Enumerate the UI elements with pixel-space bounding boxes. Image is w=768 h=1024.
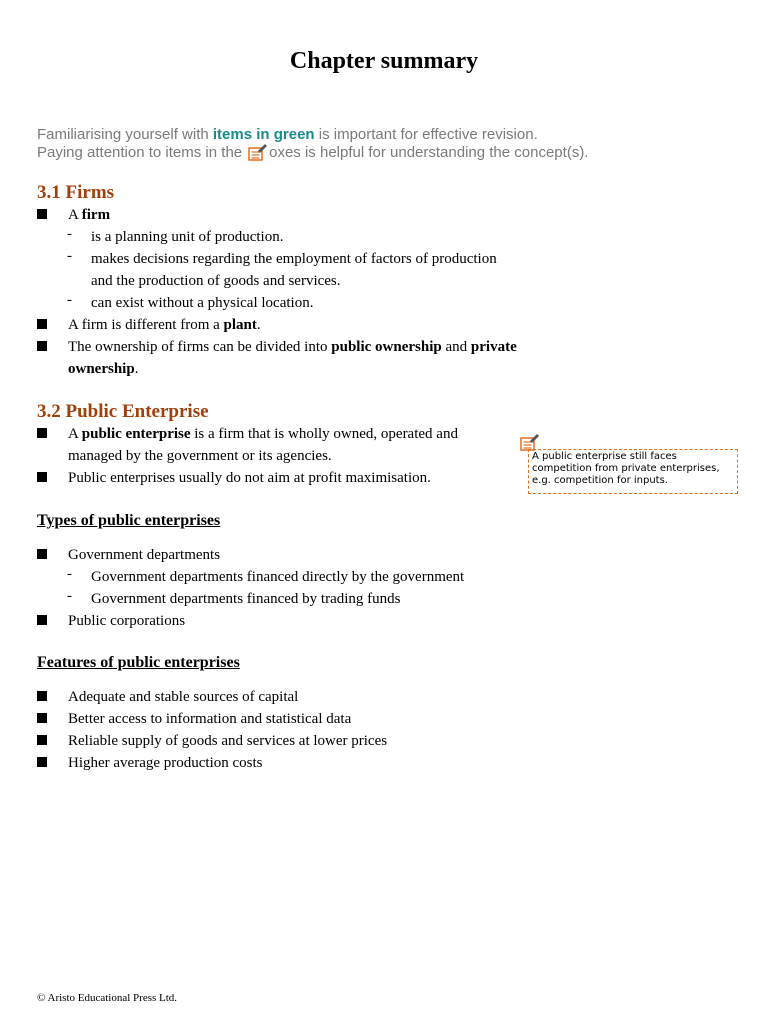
list-item: Reliable supply of goods and services at lower prices [68, 733, 388, 749]
square-bullet-icon [37, 428, 47, 438]
square-bullet-icon [37, 615, 47, 625]
note-line: A public enterprise still faces [532, 451, 677, 462]
note-pencil-icon [248, 143, 268, 161]
list-subitem-cont: and the production of goods and services. [91, 273, 341, 289]
list-item-cont: managed by the government or its agencies. [68, 448, 332, 464]
list-item: A firm is different from a plant. [68, 317, 261, 333]
list-subitem: makes decisions regarding the employment of factors of production [91, 251, 497, 267]
intro-line-2: Paying attention to items in the oxes is helpful for understanding the concept(s). [37, 144, 589, 161]
list-item: Public enterprises usually do not aim at profit maximisation. [68, 470, 431, 486]
list-item: The ownership of firms can be divided into public ownership and private [68, 339, 517, 355]
list-item: A public enterprise is a firm that is wholly owned, operated and [68, 426, 458, 442]
square-bullet-icon [37, 735, 47, 745]
list-subitem: is a planning unit of production. [91, 229, 284, 245]
square-bullet-icon [37, 691, 47, 701]
square-bullet-icon [37, 713, 47, 723]
note-box [528, 449, 738, 494]
dash-marker: - [67, 292, 72, 308]
list-item: Adequate and stable sources of capital [68, 689, 299, 705]
dash-marker: - [67, 566, 72, 582]
list-item: A firm [68, 207, 111, 223]
dash-marker: - [67, 588, 72, 604]
dash-marker: - [67, 226, 72, 242]
square-bullet-icon [37, 549, 47, 559]
section-heading-firms: 3.1 Firms [37, 182, 115, 203]
intro-line-1: Familiarising yourself with items in green is important for effective revision. [37, 126, 538, 143]
square-bullet-icon [37, 209, 47, 219]
square-bullet-icon [37, 341, 47, 351]
list-subitem: can exist without a physical location. [91, 295, 314, 311]
note-line: e.g. competition for inputs. [532, 475, 668, 486]
square-bullet-icon [37, 472, 47, 482]
section-heading-public-enterprise: 3.2 Public Enterprise [37, 401, 209, 422]
subheading-types: Types of public enterprises [37, 512, 221, 529]
list-subitem: Government departments financed by trading funds [91, 591, 401, 607]
page-title: Chapter summary [289, 48, 479, 74]
list-item: Government departments [68, 547, 221, 563]
green-highlight: items in green [212, 126, 315, 143]
list-item-cont: ownership. [68, 361, 139, 377]
note-line: competition from private enterprises, [532, 463, 720, 474]
footer-copyright: © Aristo Educational Press Ltd. [37, 992, 178, 1004]
dash-marker: - [67, 248, 72, 264]
square-bullet-icon [37, 319, 47, 329]
intro [37, 126, 588, 161]
list-subitem: Government departments financed directly by the government [91, 569, 465, 585]
square-bullet-icon [37, 757, 47, 767]
list-item: Higher average production costs [68, 755, 263, 771]
list-item: Public corporations [68, 613, 186, 629]
list-item: Better access to information and statistical data [68, 711, 352, 727]
subheading-features: Features of public enterprises [37, 654, 240, 671]
